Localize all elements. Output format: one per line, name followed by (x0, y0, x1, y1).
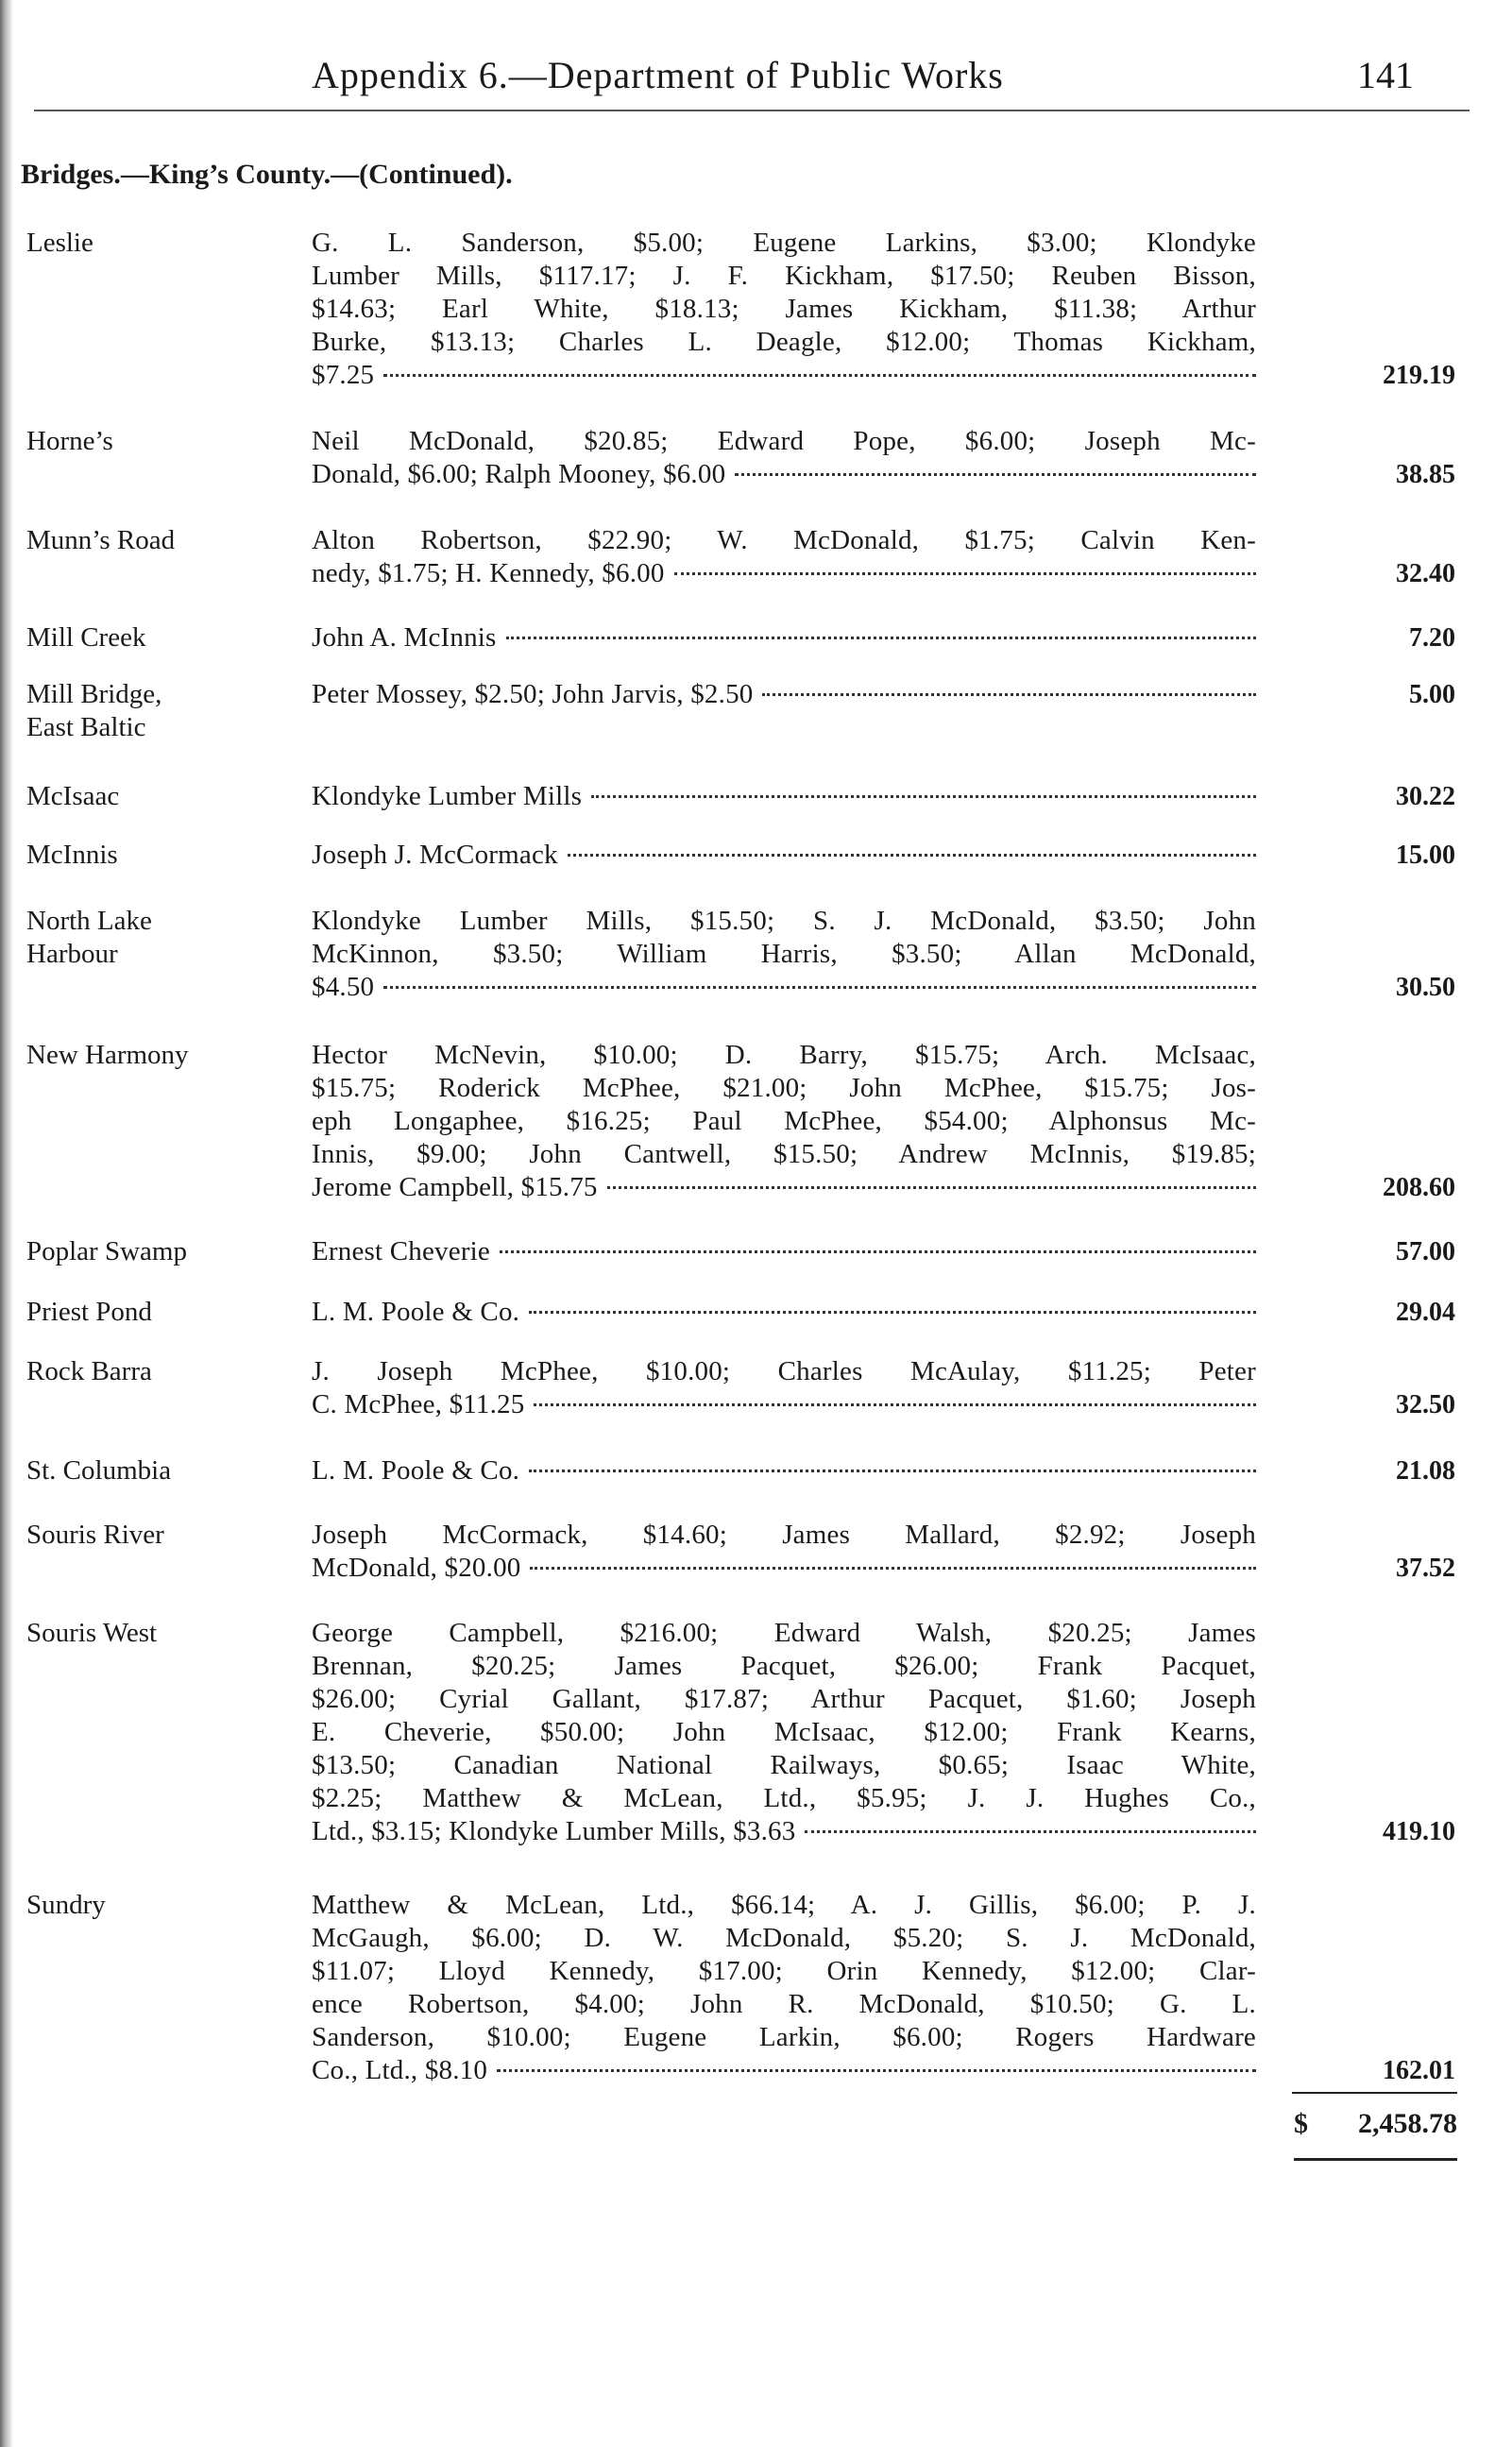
payee-description (312, 1235, 1256, 1268)
description-line: $7.25 (312, 360, 375, 390)
amount: 37.52 (1396, 1554, 1455, 1583)
place-name-line: McIsaac (26, 781, 120, 811)
amount: 15.00 (1396, 841, 1455, 870)
amount: 219.19 (1383, 361, 1455, 390)
amount: 30.50 (1396, 973, 1455, 1002)
place-name-line: Munn’s Road (26, 525, 176, 555)
place-name (26, 1039, 281, 1072)
amount: 208.60 (1383, 1173, 1455, 1202)
amount: 57.00 (1396, 1237, 1455, 1266)
description-line: Brennan, $20.25; James Pacquet, $26.00; Frank Pacquet, (312, 1651, 1256, 1681)
description-line: $13.50; Canadian National Railways, $0.65; Isaac White, (312, 1750, 1256, 1780)
description-line: Peter Mossey, $2.50; John Jarvis, $2.50 (312, 679, 754, 709)
place-name-line: Souris West (26, 1618, 158, 1648)
description-last-line (312, 971, 1256, 1004)
place-name (26, 839, 281, 872)
place-name (26, 905, 281, 971)
dot-leader (529, 1311, 1256, 1314)
page-header (0, 45, 1512, 111)
description-line: John A. McInnis (312, 622, 497, 653)
place-name (26, 1617, 281, 1650)
description-last-line (312, 839, 1256, 872)
amount: 38.85 (1396, 460, 1455, 489)
description-line: L. M. Poole & Co. (312, 1455, 520, 1486)
place-name-line: East Baltic (26, 712, 146, 742)
page-number: 141 (1357, 54, 1414, 96)
payee-description (312, 905, 1256, 1004)
place-name-line: Rock Barra (26, 1356, 152, 1386)
description-line: Klondyke Lumber Mills, $15.50; S. J. McDonald, $3.50; John (312, 906, 1256, 936)
page-title: Appendix 6.—Department of Public Works (312, 54, 1004, 96)
dot-leader (383, 374, 1256, 377)
place-name (26, 227, 281, 260)
description-line: J. Joseph McPhee, $10.00; Charles McAulay, $11.25; Peter (312, 1356, 1256, 1386)
place-name (26, 1889, 281, 1922)
description-line: G. L. Sanderson, $5.00; Eugene Larkins, $3.00; Klondyke (312, 228, 1256, 258)
dot-leader (497, 2069, 1256, 2072)
dot-leader (529, 1470, 1256, 1472)
description-line: nedy, $1.75; H. Kennedy, $6.00 (312, 558, 665, 588)
amount: 30.22 (1396, 782, 1455, 811)
dot-leader (735, 473, 1256, 476)
description-last-line (312, 1296, 1256, 1329)
place-name-line: Souris River (26, 1520, 164, 1550)
description-line: Ltd., $3.15; Klondyke Lumber Mills, $3.63 (312, 1816, 796, 1846)
description-last-line (312, 1388, 1256, 1421)
description-line: Hector McNevin, $10.00; D. Barry, $15.75; Arch. McIsaac, (312, 1040, 1256, 1070)
description-last-line (312, 1815, 1256, 1848)
description-line: ence Robertson, $4.00; John R. McDonald, $10.50; G. L. (312, 1989, 1256, 2019)
page-edge-shadow (0, 0, 13, 2447)
payee-description (312, 1617, 1256, 1848)
description-line: Klondyke Lumber Mills (312, 781, 583, 811)
dot-leader (674, 572, 1256, 575)
description-line: Alton Robertson, $22.90; W. McDonald, $1.75; Calvin Ken- (312, 525, 1256, 555)
amount: 32.40 (1396, 559, 1455, 588)
description-line: Neil McDonald, $20.85; Edward Pope, $6.00; Joseph Mc- (312, 426, 1256, 456)
payee-description (312, 1519, 1256, 1585)
description-line: Matthew & McLean, Ltd., $66.14; A. J. Gillis, $6.00; P. J. (312, 1890, 1256, 1920)
description-line: $2.25; Matthew & McLean, Ltd., $5.95; J. J. Hughes Co., (312, 1783, 1256, 1813)
place-name (26, 678, 281, 744)
place-name (26, 1296, 281, 1329)
place-name (26, 1519, 281, 1552)
place-name-line: New Harmony (26, 1040, 189, 1070)
description-line: $15.75; Roderick McPhee, $21.00; John McPhee, $15.75; Jos- (312, 1073, 1256, 1103)
description-line: $26.00; Cyrial Gallant, $17.87; Arthur Pacquet, $1.60; Joseph (312, 1684, 1256, 1714)
payee-description (312, 1889, 1256, 2087)
description-line: $14.63; Earl White, $18.13; James Kickham, $11.38; Arthur (312, 294, 1256, 324)
place-name-line: St. Columbia (26, 1455, 172, 1486)
dot-leader (506, 637, 1256, 639)
dot-leader (534, 1403, 1256, 1406)
description-line: McGaugh, $6.00; D. W. McDonald, $5.20; S. J. McDonald, (312, 1923, 1256, 1953)
description-line: L. M. Poole & Co. (312, 1297, 520, 1327)
amount: 5.00 (1409, 680, 1455, 709)
place-name (26, 1235, 281, 1268)
payee-description (312, 227, 1256, 392)
payee-description (312, 839, 1256, 872)
total-currency: $ (1294, 2108, 1308, 2139)
description-line: Donald, $6.00; Ralph Mooney, $6.00 (312, 459, 726, 489)
place-name-line: Harbour (26, 939, 118, 969)
description-line: Lumber Mills, $117.17; J. F. Kickham, $17.50; Reuben Bisson, (312, 261, 1256, 291)
payee-description (312, 621, 1256, 654)
description-line: George Campbell, $216.00; Edward Walsh, $20.25; James (312, 1618, 1256, 1648)
description-line: Sanderson, $10.00; Eugene Larkin, $6.00; Rogers Hardware (312, 2022, 1256, 2052)
amount: 32.50 (1396, 1390, 1455, 1419)
total-value: 2,458.78 (1358, 2108, 1457, 2139)
total-underline (1294, 2158, 1457, 2161)
description-line: eph Longaphee, $16.25; Paul McPhee, $54.00; Alphonsus Mc- (312, 1106, 1256, 1136)
description-last-line (312, 1171, 1256, 1204)
description-last-line (312, 2054, 1256, 2087)
description-line: Co., Ltd., $8.10 (312, 2055, 488, 2085)
dot-leader (500, 1250, 1256, 1253)
place-name-line: Mill Creek (26, 622, 146, 653)
place-name-line: Horne’s (26, 426, 113, 456)
place-name-line: Leslie (26, 228, 93, 258)
description-line: Joseph McCormack, $14.60; James Mallard, $2.92; Joseph (312, 1520, 1256, 1550)
description-last-line (312, 458, 1256, 491)
description-last-line (312, 557, 1256, 590)
place-name-line: Priest Pond (26, 1297, 152, 1327)
description-last-line (312, 1552, 1256, 1585)
grand-total (1294, 2108, 1457, 2140)
description-line: C. McPhee, $11.25 (312, 1389, 525, 1419)
dot-leader (568, 854, 1256, 857)
place-name (26, 780, 281, 813)
description-line: Burke, $13.13; Charles L. Deagle, $12.00; Thomas Kickham, (312, 327, 1256, 357)
header-rule (34, 110, 1470, 111)
place-name (26, 425, 281, 458)
description-last-line (312, 780, 1256, 813)
payee-description (312, 780, 1256, 813)
total-rule (1292, 2092, 1457, 2094)
description-last-line (312, 1454, 1256, 1487)
section-title: Bridges.—King’s County.—(Continued). (21, 159, 513, 190)
description-line: E. Cheverie, $50.00; John McIsaac, $12.00; Frank Kearns, (312, 1717, 1256, 1747)
description-line: Ernest Cheverie (312, 1236, 491, 1266)
amount: 162.01 (1383, 2056, 1455, 2085)
description-last-line (312, 678, 1256, 711)
dot-leader (607, 1186, 1256, 1189)
description-line: Innis, $9.00; John Cantwell, $15.50; Andrew McInnis, $19.85; (312, 1139, 1256, 1169)
place-name-line: North Lake (26, 906, 152, 936)
payee-description (312, 678, 1256, 711)
description-line: $4.50 (312, 972, 375, 1002)
description-line: Jerome Campbell, $15.75 (312, 1172, 598, 1202)
place-name-line: Mill Bridge, (26, 679, 162, 709)
payee-description (312, 1039, 1256, 1204)
dot-leader (530, 1567, 1256, 1570)
amount: 29.04 (1396, 1298, 1455, 1327)
payee-description (312, 425, 1256, 491)
place-name-line: Poplar Swamp (26, 1236, 187, 1266)
place-name (26, 1355, 281, 1388)
description-line: $11.07; Lloyd Kennedy, $17.00; Orin Kennedy, $12.00; Clar- (312, 1956, 1256, 1986)
payee-description (312, 524, 1256, 590)
place-name (26, 524, 281, 557)
description-last-line (312, 359, 1256, 392)
place-name (26, 621, 281, 654)
amount: 419.10 (1383, 1817, 1455, 1846)
dot-leader (762, 693, 1256, 696)
place-name-line: Sundry (26, 1890, 106, 1920)
description-line: McKinnon, $3.50; William Harris, $3.50; Allan McDonald, (312, 939, 1256, 969)
amount: 21.08 (1396, 1456, 1455, 1486)
amount: 7.20 (1409, 623, 1455, 653)
payee-description (312, 1454, 1256, 1487)
description-last-line (312, 621, 1256, 654)
description-last-line (312, 1235, 1256, 1268)
description-line: McDonald, $20.00 (312, 1553, 521, 1583)
description-line: Joseph J. McCormack (312, 840, 558, 870)
dot-leader (383, 986, 1256, 989)
payee-description (312, 1296, 1256, 1329)
place-name-line: McInnis (26, 840, 118, 870)
dot-leader (591, 795, 1256, 798)
payee-description (312, 1355, 1256, 1421)
place-name (26, 1454, 281, 1487)
dot-leader (805, 1830, 1256, 1833)
